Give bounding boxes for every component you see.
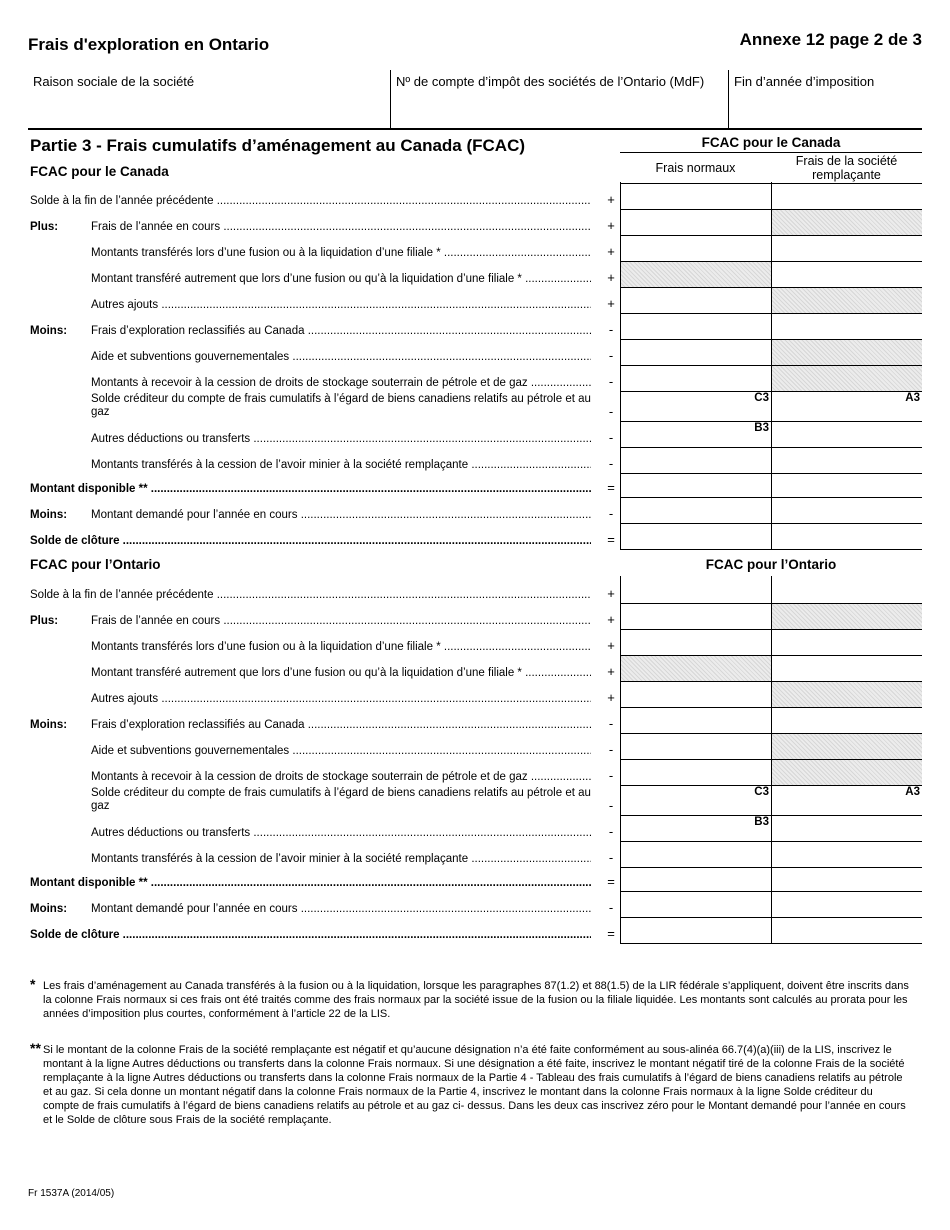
row-label: Montants transférés lors d’une fusion ou à la liquidation d’une filiale * ..... [91,641,591,653]
row-label: Frais de l’année en cours ..... [91,615,591,627]
row-operator: - [608,824,614,839]
successor-amount-input[interactable] [771,918,922,944]
successor-amount-input[interactable] [771,708,922,734]
successor-amount-input[interactable] [771,842,922,868]
footnote-1-mark: * [30,976,36,992]
regular-amount-input[interactable] [620,816,771,842]
ontario-row [30,918,922,944]
regular-amount-input [620,656,771,682]
row-operator: + [607,296,615,311]
successor-amount-input [771,340,922,366]
identification-header [28,70,922,130]
canada-row [30,366,922,392]
regular-amount-input[interactable] [620,842,771,868]
column-rule [620,576,621,944]
row-label: Frais d’exploration reclassifiés au Canada ..... [91,325,591,337]
line-code: B3 [754,422,769,434]
successor-amount-input[interactable] [771,448,922,474]
row-label: Aide et subventions gouvernementales ..... [91,351,591,363]
footnote-2 [30,1040,910,1127]
row-operator: + [607,218,615,233]
row-operator: - [608,322,614,337]
successor-amount-input [771,760,922,786]
row-label: Montants transférés lors d’une fusion ou à la liquidation d’une filiale * ..... [91,247,591,259]
regular-amount-input[interactable] [620,392,771,422]
successor-amount-input [771,210,922,236]
row-label: Montant demandé pour l’année en cours ..... [91,903,591,915]
ontario-row [30,682,922,708]
canada-row [30,262,922,288]
row-label: Autres ajouts ..... [91,693,591,705]
ontario-row [30,868,922,892]
row-operator: + [607,664,615,679]
regular-amount-input[interactable] [620,604,771,630]
row-label: Montants transférés à la cession de l’avoir minier à la société remplaçante ..... [91,853,591,865]
regular-amount-input[interactable] [620,474,771,498]
canada-row [30,392,922,422]
canada-row [30,448,922,474]
line-code: B3 [754,816,769,828]
row-operator: = [607,532,615,547]
row-label: Autres ajouts ..... [91,299,591,311]
row-operator: = [607,926,615,941]
successor-amount-input[interactable] [771,816,922,842]
regular-amount-input[interactable] [620,868,771,892]
successor-amount-input[interactable] [771,498,922,524]
row-operator: + [607,638,615,653]
successor-amount-input [771,288,922,314]
regular-amount-input[interactable] [620,708,771,734]
successor-amount-input[interactable] [771,314,922,340]
col-header-regular: Frais normaux [620,152,771,184]
ontario-section-title: FCAC pour l’Ontario [30,557,161,572]
part-3-title: Partie 3 - Frais cumulatifs d’aménagement au Canada (FCAC) [30,136,526,155]
successor-amount-input [771,682,922,708]
row-label: Montant transféré autrement que lors d’une fusion ou qu’à la liquidation d’une filiale * ..... [91,667,591,679]
company-name-field[interactable] [28,70,390,128]
canada-row [30,340,922,366]
row-side-label: Moins: [30,903,68,915]
successor-amount-input[interactable] [771,474,922,498]
footnote-2-text: Si le montant de la colonne Frais de la société remplaçante est négatif et qu’aucune désignation n’a été faite conformément au sous-alinéa 66.7(4)(a)(iii) de la LIS, inscrivez le montant à la ligne Autres déductions ou transferts dans la colonne Frais normaux. Si une désignation a été faite, inscrivez le montant négatif tiré de la colonne Frais de la société remplaçante à la ligne Autres déductions ou transferts dans la colonne Frais normaux de la Partie 4 - Tableau des frais cumulatifs à l’égard de biens canadiens relatifs au pétrole et au gaz. Si cela donne un montant négatif dans la colonne Frais normaux de la Partie 4, inscrivez le montant dans la colonne Frais normaux à la ligne Solde créditeur du compte de frais cumulatifs à l’égard de biens canadiens relatifs au pétrole et au gaz ci- dessus. Dans les deux cas inscrivez zéro pour le Montant demandé pour l’année en cours et le Solde de clôture sous Frais de la société remplaçante. [43,1044,906,1126]
footnote-1-text: Les frais d’aménagement au Canada transférés à la fusion ou à la liquidation, lorsque les paragraphes 87(1.2) et 88(1.5) de la LIR fédérale s’appliquent, doivent être inscrits dans la colonne Frais normaux si ces frais ont été traités comme des frais normaux par la société issue de la fusion ou la filiale liquidée. Les montants sont calculés au prorata pour les années d’imposition plus courtes, conformément à l’article 22 de la LIS. [43,980,909,1020]
line-code: A3 [905,392,920,404]
row-operator: - [608,900,614,915]
successor-amount-input[interactable] [771,786,922,816]
ontario-row [30,656,922,682]
tax-year-end-field[interactable] [728,70,922,128]
successor-amount-input[interactable] [771,236,922,262]
row-operator: - [608,430,614,445]
row-operator: - [608,850,614,865]
ontario-row [30,760,922,786]
canada-section-title: FCAC pour le Canada [30,164,169,179]
regular-amount-input[interactable] [620,210,771,236]
row-label: Montants à recevoir à la cession de droits de stockage souterrain de pétrole et de gaz ..... [91,377,591,389]
regular-amount-input [620,262,771,288]
account-number-field[interactable] [390,70,728,128]
row-operator: + [607,192,615,207]
row-operator: - [608,404,614,419]
annexe-page: Annexe 12 page 2 de 3 [739,30,922,49]
regular-amount-input[interactable] [620,734,771,760]
canada-row [30,422,922,448]
row-side-label: Plus: [30,615,59,627]
row-operator: = [607,874,615,889]
row-operator: - [608,768,614,783]
canada-row [30,474,922,498]
ontario-row [30,630,922,656]
canada-column-title: FCAC pour le Canada [701,135,841,150]
successor-amount-input[interactable] [771,630,922,656]
ontario-row [30,734,922,760]
regular-amount-input[interactable] [620,366,771,392]
regular-amount-input[interactable] [620,340,771,366]
row-label: Solde créditeur du compte de frais cumulatifs à l’égard de biens canadiens relatifs au pétrole et au gaz [91,787,591,812]
regular-amount-input[interactable] [620,288,771,314]
row-label: Aide et subventions gouvernementales ..... [91,745,591,757]
successor-amount-input[interactable] [771,656,922,682]
ontario-row [30,786,922,816]
ontario-row [30,604,922,630]
row-label: Frais de l’année en cours ..... [91,221,591,233]
successor-amount-input[interactable] [771,422,922,448]
row-label: Autres déductions ou transferts ..... [91,827,591,839]
regular-amount-input[interactable] [620,498,771,524]
column-rule [620,182,621,550]
row-label: Autres déductions ou transferts ..... [91,433,591,445]
regular-amount-input[interactable] [620,630,771,656]
regular-amount-input[interactable] [620,892,771,918]
tax-year-end-label: Fin d’année d’imposition [734,74,875,89]
successor-amount-input[interactable] [771,578,922,604]
row-label: Solde à la fin de l’année précédente ..... [30,589,591,601]
successor-amount-input[interactable] [771,892,922,918]
regular-amount-input[interactable] [620,760,771,786]
row-side-label: Moins: [30,719,68,731]
regular-amount-input[interactable] [620,786,771,816]
row-operator: + [607,244,615,259]
regular-amount-input[interactable] [620,448,771,474]
form-title: Frais d'exploration en Ontario [28,35,270,54]
row-label: Montant disponible ** ..... [30,483,591,495]
row-side-label: Moins: [30,509,68,521]
ontario-row [30,708,922,734]
column-rule [771,182,772,550]
row-operator: - [608,456,614,471]
successor-amount-input [771,366,922,392]
row-operator: - [608,506,614,521]
regular-amount-input[interactable] [620,184,771,210]
row-operator: + [607,612,615,627]
row-side-label: Plus: [30,221,59,233]
row-operator: - [608,742,614,757]
regular-amount-input[interactable] [620,578,771,604]
row-operator: + [607,270,615,285]
regular-amount-input[interactable] [620,524,771,550]
successor-amount-input[interactable] [771,184,922,210]
canada-row [30,184,922,210]
row-side-label: Moins: [30,325,68,337]
row-label: Solde à la fin de l’année précédente ..... [30,195,591,207]
regular-amount-input[interactable] [620,236,771,262]
account-number-label: Nº de compte d’impôt des sociétés de l’Ontario (MdF) [396,74,705,89]
col-header-successor: Frais de la société remplaçante [771,152,922,184]
line-code: A3 [905,786,920,798]
row-operator: + [607,690,615,705]
row-label: Solde de clôture ..... [30,929,591,941]
row-operator: + [607,586,615,601]
canada-row [30,210,922,236]
regular-amount-input[interactable] [620,422,771,448]
line-code: C3 [754,392,769,404]
canada-row [30,314,922,340]
ontario-row [30,892,922,918]
successor-amount-input[interactable] [771,524,922,550]
row-operator: = [607,480,615,495]
row-label: Montants à recevoir à la cession de droits de stockage souterrain de pétrole et de gaz ..... [91,771,591,783]
successor-amount-input[interactable] [771,868,922,892]
row-operator: - [608,348,614,363]
row-label: Montant demandé pour l’année en cours ..... [91,509,591,521]
row-label: Montant disponible ** ..... [30,877,591,889]
regular-amount-input[interactable] [620,918,771,944]
successor-amount-input [771,604,922,630]
regular-amount-input[interactable] [620,682,771,708]
footnote-2-mark: ** [30,1040,41,1056]
row-operator: - [608,798,614,813]
footnote-1 [30,976,910,1021]
row-operator: - [608,716,614,731]
row-label: Montant transféré autrement que lors d’une fusion ou qu’à la liquidation d’une filiale * ..... [91,273,591,285]
successor-amount-input[interactable] [771,262,922,288]
row-label: Solde créditeur du compte de frais cumulatifs à l’égard de biens canadiens relatifs au pétrole et au gaz [91,393,591,418]
successor-amount-input[interactable] [771,392,922,422]
ontario-row [30,816,922,842]
company-name-label: Raison sociale de la société [33,74,195,89]
row-label: Montants transférés à la cession de l’avoir minier à la société remplaçante ..... [91,459,591,471]
regular-amount-input[interactable] [620,314,771,340]
ontario-row [30,842,922,868]
canada-row [30,288,922,314]
ontario-column-title: FCAC pour l’Ontario [705,557,837,572]
line-code: C3 [754,786,769,798]
canada-row [30,524,922,550]
canada-row [30,498,922,524]
row-operator: - [608,374,614,389]
row-label: Solde de clôture ..... [30,535,591,547]
form-number: Fr 1537A (2014/05) [28,1188,115,1199]
ontario-row [30,578,922,604]
successor-amount-input [771,734,922,760]
canada-row [30,236,922,262]
column-rule [771,576,772,944]
row-label: Frais d’exploration reclassifiés au Canada ..... [91,719,591,731]
